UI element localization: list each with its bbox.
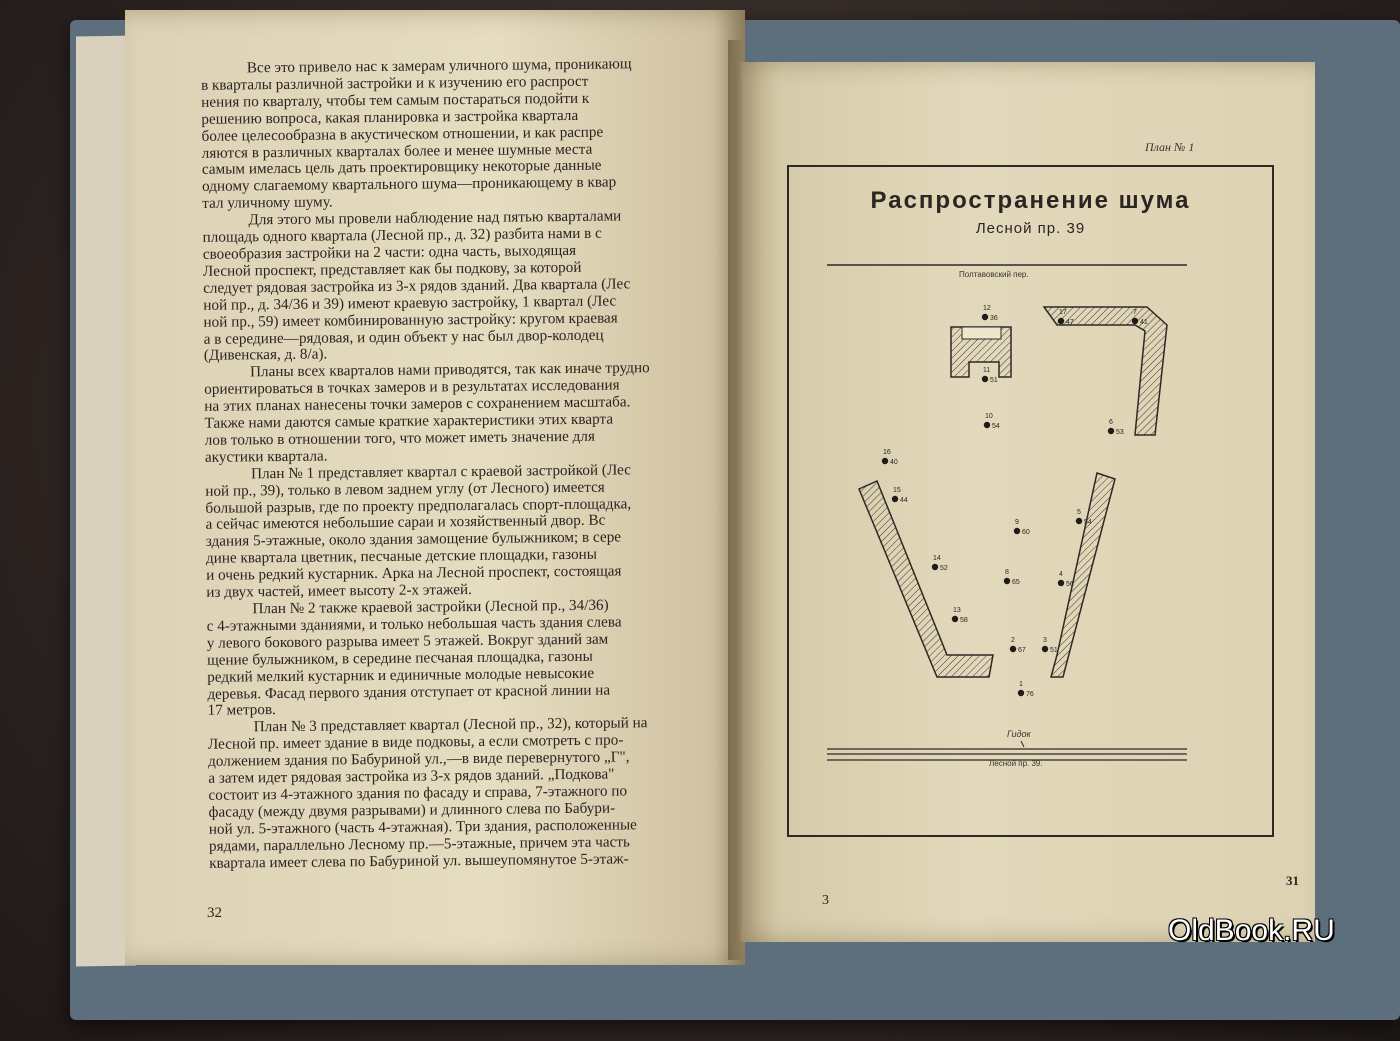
text-line: ной ул. 5-этажного (часть 4-этажная). Три здания, расположенные [208, 816, 637, 838]
point-dot [1018, 690, 1024, 696]
text-line: План № 1 представляет квартал с краевой застройкой (Лес [251, 461, 632, 483]
measurement-point [892, 487, 908, 504]
point-value: 56 [1066, 581, 1074, 588]
measurement-point [1014, 519, 1030, 536]
point-dot [1108, 428, 1114, 434]
point-dot [1004, 578, 1010, 584]
text-line: самым имелась цель дать проектировщику некоторые данные [201, 157, 602, 179]
point-dot [1132, 318, 1138, 324]
text-line: План № 3 представляет квартал (Лесной пр., 32), который на [253, 714, 648, 736]
text-line: должением здания по Бабуриной ул.,—в виде перевернутого „Г", [208, 748, 630, 770]
point-dot [932, 564, 938, 570]
text-line: фасаду (между двумя разрывами) и длинного слева по Бабури- [208, 799, 616, 821]
text-line: площадь одного квартала (Лесной пр., д. 32) разбита нами в с [202, 224, 602, 246]
measurement-point [1010, 637, 1026, 654]
text-line: состоит из 4-этажного здания по фасаду и справа, 7-этажного по [208, 782, 628, 804]
text-line: Лесной пр. имеет здание в виде подковы, а если смотреть с про- [207, 731, 624, 754]
point-number: 11 [983, 367, 991, 374]
left-page-text [201, 55, 744, 872]
text-line: у левого бокового разрыва имеет 5 этажей. Вокруг зданий зам [206, 630, 609, 652]
point-value: 65 [1012, 579, 1020, 586]
text-line: 17 метров. [207, 701, 276, 720]
point-dot [892, 496, 898, 502]
point-value: 54 [1084, 519, 1092, 526]
point-value: 52 [940, 565, 948, 572]
text-line: на этих планах нанесены точки замеров с сохранением масштаба. [204, 393, 631, 415]
point-number: 6 [1109, 419, 1113, 426]
point-number: 7 [1133, 309, 1137, 316]
text-line: более целесообразна в акустическом отношении, и как распре [201, 123, 604, 145]
building-top-right [1044, 307, 1167, 435]
point-number: 16 [883, 449, 891, 456]
text-line: ной пр., 59) имеет комбинированную застройку: кругом краевая [203, 309, 618, 331]
watermark: OldBook.RU [1168, 914, 1335, 947]
point-number: 8 [1005, 569, 1009, 576]
building-small-top [962, 327, 1001, 339]
plan-frame [787, 165, 1274, 837]
measurement-point [952, 607, 968, 624]
point-value: 41 [1140, 319, 1148, 326]
point-number: 17 [1059, 309, 1067, 316]
text-line: ориентироваться в точках замеров и в результатах исследования [204, 376, 620, 399]
measurement-point [1042, 637, 1058, 654]
text-line: ляются в различных кварталах более и менее шумные места [201, 140, 593, 162]
point-dot [952, 616, 958, 622]
point-number: 13 [953, 607, 961, 614]
point-number: 9 [1015, 519, 1019, 526]
text-line: Для этого мы провели наблюдение над пятью кварталами [248, 207, 622, 229]
text-line: здания 5-этажные, около здания замощение булыжником; в сере [205, 528, 622, 551]
point-dot [1010, 646, 1016, 652]
plan-title: Распространение шума [870, 187, 1191, 214]
text-line: а в середине—рядовая, и один объект у нас был двор-колодец [203, 326, 604, 348]
hydrant-label: Гидок [1007, 729, 1031, 739]
point-dot [1058, 318, 1064, 324]
text-line: одному слагаемому квартального шума—проникающему в квар [202, 173, 617, 196]
measurement-point [932, 555, 948, 572]
plan-subtitle: Лесной пр. 39 [975, 220, 1086, 237]
plan-label: План № 1 [1145, 140, 1195, 154]
point-value: 51 [1050, 647, 1058, 654]
point-number: 12 [983, 305, 991, 312]
point-value: 47 [1066, 319, 1074, 326]
point-dot [1042, 646, 1048, 652]
text-line: квартала имеет слева по Бабуриной ул. вышеупомянутое 5-этаж- [209, 849, 629, 872]
point-dot [982, 314, 988, 320]
point-dot [1014, 528, 1020, 534]
text-line: следует рядовая застройка из 3-х рядов зданий. Два квартала (Лес [203, 275, 631, 297]
text-line: ной пр., 39), только в левом заднем углу (от Лесного) имеется [205, 478, 605, 500]
point-value: 76 [1026, 691, 1034, 698]
text-line: из двух частей, имеет высоту 2-х этажей. [206, 581, 473, 601]
point-value: 67 [1018, 647, 1026, 654]
text-line: с 4-этажными зданиями, и только небольшая часть здания слева [206, 613, 622, 635]
text-line: а затем идет рядовая застройка из 3-х рядов зданий. „Подкова" [208, 765, 615, 787]
text-line: нения по кварталу, чтобы тем самым постараться подойти к [201, 89, 590, 111]
text-line: и очень редкий кустарник. Арка на Лесной проспект, состоящая [206, 562, 622, 584]
text-line: редкий мелкий кустарник и единичные молодые невысокие [207, 664, 595, 686]
text-line: План № 2 также краевой застройки (Лесной пр., 34/36) [252, 596, 609, 618]
text-line: решению вопроса, какая планировка и застройка квартала [201, 106, 579, 128]
street-top-label: Полтавовский пер. [959, 270, 1029, 279]
point-dot [882, 458, 888, 464]
text-line: ной пр., д. 34/36 и 39) имеют краевую застройку, 1 квартал (Лес [203, 292, 617, 314]
point-number: 3 [1043, 637, 1047, 644]
text-line: Лесной проспект, представляет как бы подкову, за которой [202, 258, 582, 280]
point-dot [984, 422, 990, 428]
point-value: 60 [1022, 529, 1030, 536]
left-page-number: 32 [207, 905, 222, 921]
point-dot [1076, 518, 1082, 524]
measurement-point [982, 367, 998, 384]
text-line: большой разрыв, где по проекту предполагалась спорт-площадка, [205, 494, 632, 517]
measurement-point [882, 449, 898, 466]
text-line: дине квартала цветник, песчаные детские площадки, газоны [205, 545, 598, 568]
point-value: 40 [890, 459, 898, 466]
point-number: 1 [1019, 681, 1023, 688]
right-page-number: 31 [1286, 873, 1299, 888]
text-line: а сейчас имеются небольшие сараи и хозяйственный двор. Вс [205, 512, 606, 534]
text-line: Все это привело нас к замерам уличного шума, проникающ [246, 55, 632, 77]
text-line: щение булыжником, в середине песчаная площадка, газоны [206, 647, 593, 669]
point-value: 44 [900, 497, 908, 504]
street-bottom-label: Лесной пр. 39. [989, 759, 1043, 768]
point-value: 58 [960, 617, 968, 624]
text-line: рядами, параллельно Лесному пр.—5-этажные, причем эта часть [208, 833, 630, 855]
measurement-point [1108, 419, 1124, 436]
point-number: 14 [933, 555, 941, 562]
point-dot [1058, 580, 1064, 586]
measurement-point [1004, 569, 1020, 586]
hydrant-arrow [1021, 741, 1024, 747]
point-number: 15 [893, 487, 901, 494]
measurement-point [984, 413, 1000, 430]
right-page-footer-mark: 3 [822, 893, 829, 908]
point-value: 53 [1116, 429, 1124, 436]
building-left-wing [859, 481, 993, 677]
point-value: 51 [990, 377, 998, 384]
point-number: 2 [1011, 637, 1015, 644]
point-number: 10 [985, 413, 993, 420]
text-line: (Дивенская, д. 8/а). [203, 345, 328, 365]
text-line: лов только в отношении того, что может иметь значение для [204, 427, 596, 449]
text-line: тал уличному шуму. [202, 193, 333, 213]
point-value: 36 [990, 315, 998, 322]
text-line: Также нами даются самые краткие характеристики этих кварта [204, 410, 614, 432]
point-number: 5 [1077, 509, 1081, 516]
measurement-point [1018, 681, 1034, 698]
point-value: 54 [992, 423, 1000, 430]
text-line: акустики квартала. [204, 447, 328, 466]
text-line: деревья. Фасад первого здания отступает от красной линии на [207, 681, 611, 703]
point-dot [982, 376, 988, 382]
point-number: 4 [1059, 571, 1063, 578]
text-line: в кварталы различной застройки и к изучению его распрост [200, 72, 589, 94]
measurement-point [982, 305, 998, 322]
text-line: Планы всех кварталов нами приводятся, так как иначе трудно [249, 359, 650, 381]
text-line: своеобразия застройки на 2 части: одна часть, выходящая [202, 241, 577, 263]
measurement-point [1058, 571, 1074, 588]
